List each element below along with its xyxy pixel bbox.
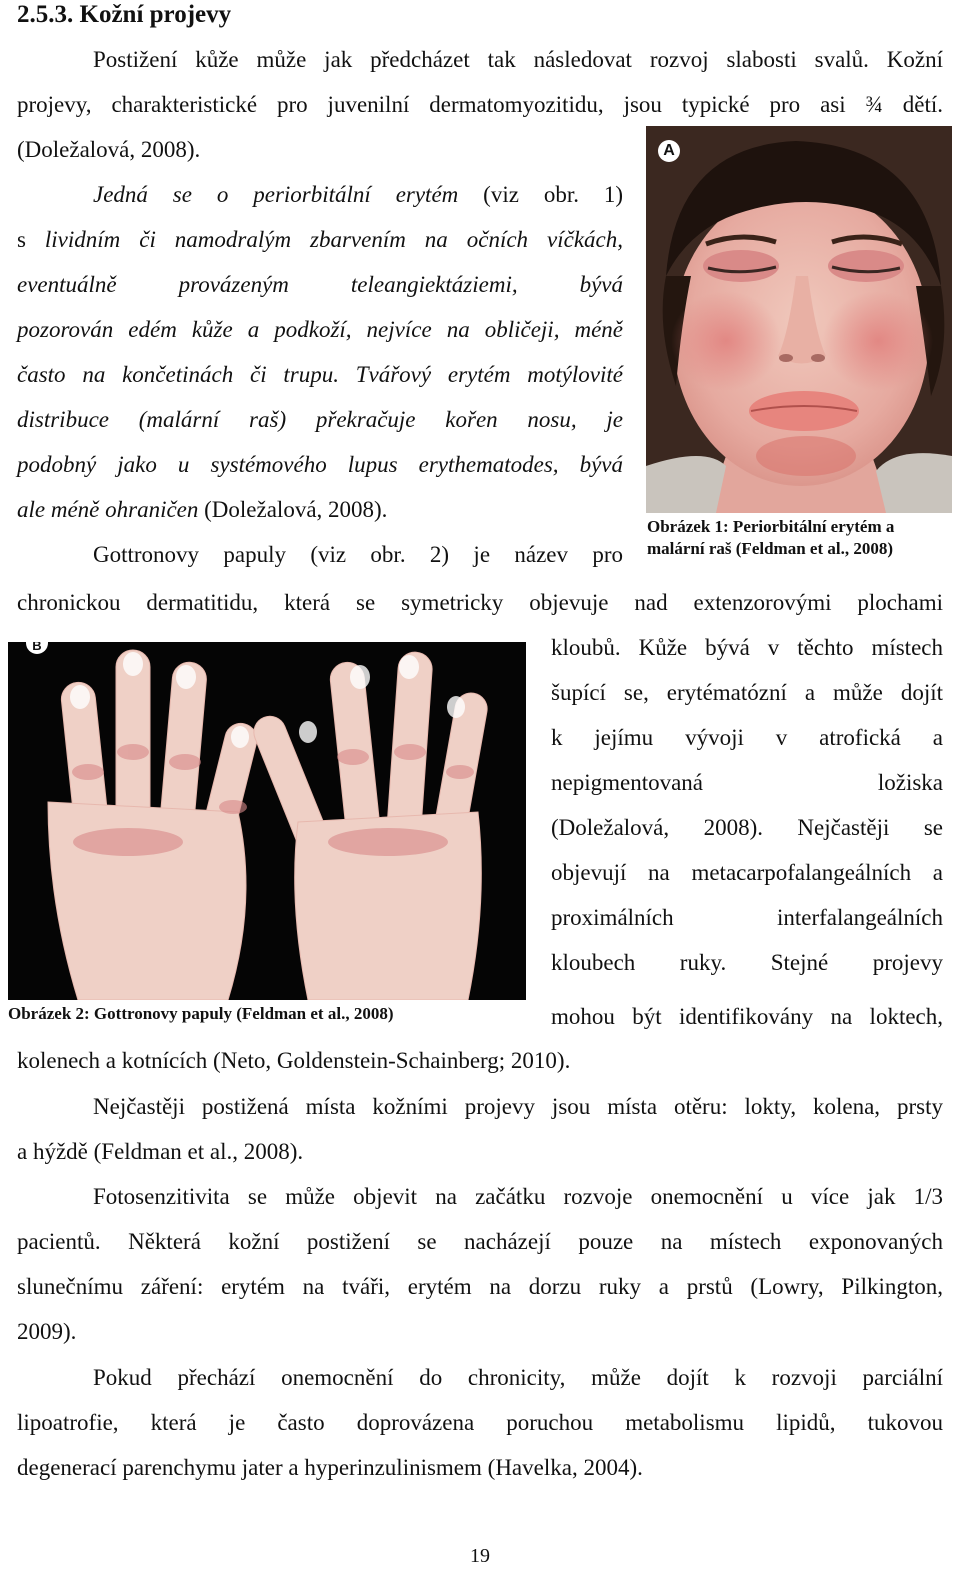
p3-right-line4: nepigmentovaná ložiska — [551, 770, 943, 795]
hands-illustration — [8, 642, 526, 1000]
p3-right-line9: mohou být identifikovány na loktech, — [551, 1004, 943, 1029]
p4-line2: a hýždě (Feldman et al., 2008). — [17, 1139, 304, 1164]
p2-line8-italic: ale méně ohraničen — [17, 497, 199, 522]
p2-line1-italic: Jedná se o periorbitální erytém — [93, 182, 459, 207]
figure2-caption: Obrázek 2: Gottronovy papuly (Feldman et al., 2008) — [8, 1004, 394, 1023]
p6-line3: degenerací parenchymu jater a hyperinzulinismem (Havelka, 2004). — [17, 1455, 643, 1480]
p3-right-line3: k jejímu vývoji v atrofická a — [551, 725, 943, 750]
p3-line3: kolenech a kotnících (Neto, Goldenstein-Schainberg; 2010). — [17, 1048, 571, 1073]
p3-right-line7: proximálních interfalangeálních — [551, 905, 943, 930]
p5-line2: pacientů. Některá kožní postižení se nacházejí pouze na místech exponovaných — [17, 1229, 943, 1254]
section-title: Kožní projevy — [79, 1, 232, 28]
p2-line1 — [93, 180, 623, 210]
p1-line3: (Doležalová, 2008). — [17, 137, 201, 162]
p2-line5: často na končetinách či trupu. Tvářový erytém motýlovité — [17, 362, 623, 387]
p3-right-line6: objevují na metacarpofalangeálních a — [551, 860, 943, 885]
p2-line2-prefix: s — [17, 227, 45, 252]
p3-right-line8: kloubech ruky. Stejné projevy — [551, 950, 943, 975]
p2-line7: podobný jako u systémového lupus erythematodes, bývá — [17, 452, 623, 477]
section-heading — [17, 0, 231, 30]
page-number: 19 — [470, 1545, 490, 1567]
figure1-photo — [646, 126, 952, 513]
p2-line6: distribuce (malární raš) překračuje kořen nosu, je — [17, 407, 623, 432]
p5-line1: Fotosenzitivita se může objevit na začátku rozvoje onemocnění u více jak 1/3 — [93, 1184, 943, 1209]
section-number: 2.5.3. — [17, 1, 74, 28]
figure1-label-badge: A — [658, 140, 680, 162]
p3-right-line1: kloubů. Kůže bývá v těchto místech — [551, 635, 943, 660]
p5-line3: slunečnímu záření: erytém na tváři, erytém na dorzu ruky a prstů (Lowry, Pilkington, — [17, 1274, 943, 1299]
p1-line2: projevy, charakteristické pro juvenilní dermatomyozitidu, jsou typické pro asi ¾ dětí. — [17, 92, 943, 117]
p4-line1: Nejčastěji postižená místa kožními projevy jsou místa otěru: lokty, kolena, prsty — [93, 1094, 943, 1119]
p2-line3: eventuálně provázeným teleangiektáziemi, bývá — [17, 272, 623, 297]
p6-line2: lipoatrofie, která je často doprovázena poruchou metabolismu lipidů, tukovou — [17, 1410, 943, 1435]
p2-line8 — [17, 495, 623, 525]
figure2-photo — [8, 642, 526, 1000]
p3-right-line2: šupící se, erytématózní a může dojít — [551, 680, 943, 705]
p2-line8-rest: (Doležalová, 2008). — [204, 497, 388, 522]
figure1-caption-line1: Obrázek 1: Periorbitální erytém a — [647, 517, 895, 536]
p6-line1: Pokud přechází onemocnění do chronicity, může dojít k rozvoji parciální — [93, 1365, 943, 1390]
p2-line1-rest: (viz obr. 1) — [483, 182, 624, 207]
p5-line4: 2009). — [17, 1319, 77, 1344]
p1-line1: Postižení kůže může jak předcházet tak následovat rozvoj slabosti svalů. Kožní — [93, 47, 943, 72]
p3-line2: chronickou dermatitidu, která se symetricky objevuje nad extenzorovými plochami — [17, 590, 943, 615]
child-face-illustration — [646, 126, 952, 513]
figure2-label-badge: B — [26, 642, 48, 654]
p2-line2 — [17, 225, 623, 255]
p3-right-line5: (Doležalová, 2008). Nejčastěji se — [551, 815, 943, 840]
p2-line4: pozorován edém kůže a podkoží, nejvíce na obličeji, méně — [17, 317, 623, 342]
figure1-caption-line2: malární raš (Feldman et al., 2008) — [647, 539, 893, 558]
p2-line2-italic: lividním či namodralým zbarvením na očních víčkách, — [44, 227, 623, 252]
p3-line1: Gottronovy papuly (viz obr. 2) je název pro — [93, 542, 623, 567]
